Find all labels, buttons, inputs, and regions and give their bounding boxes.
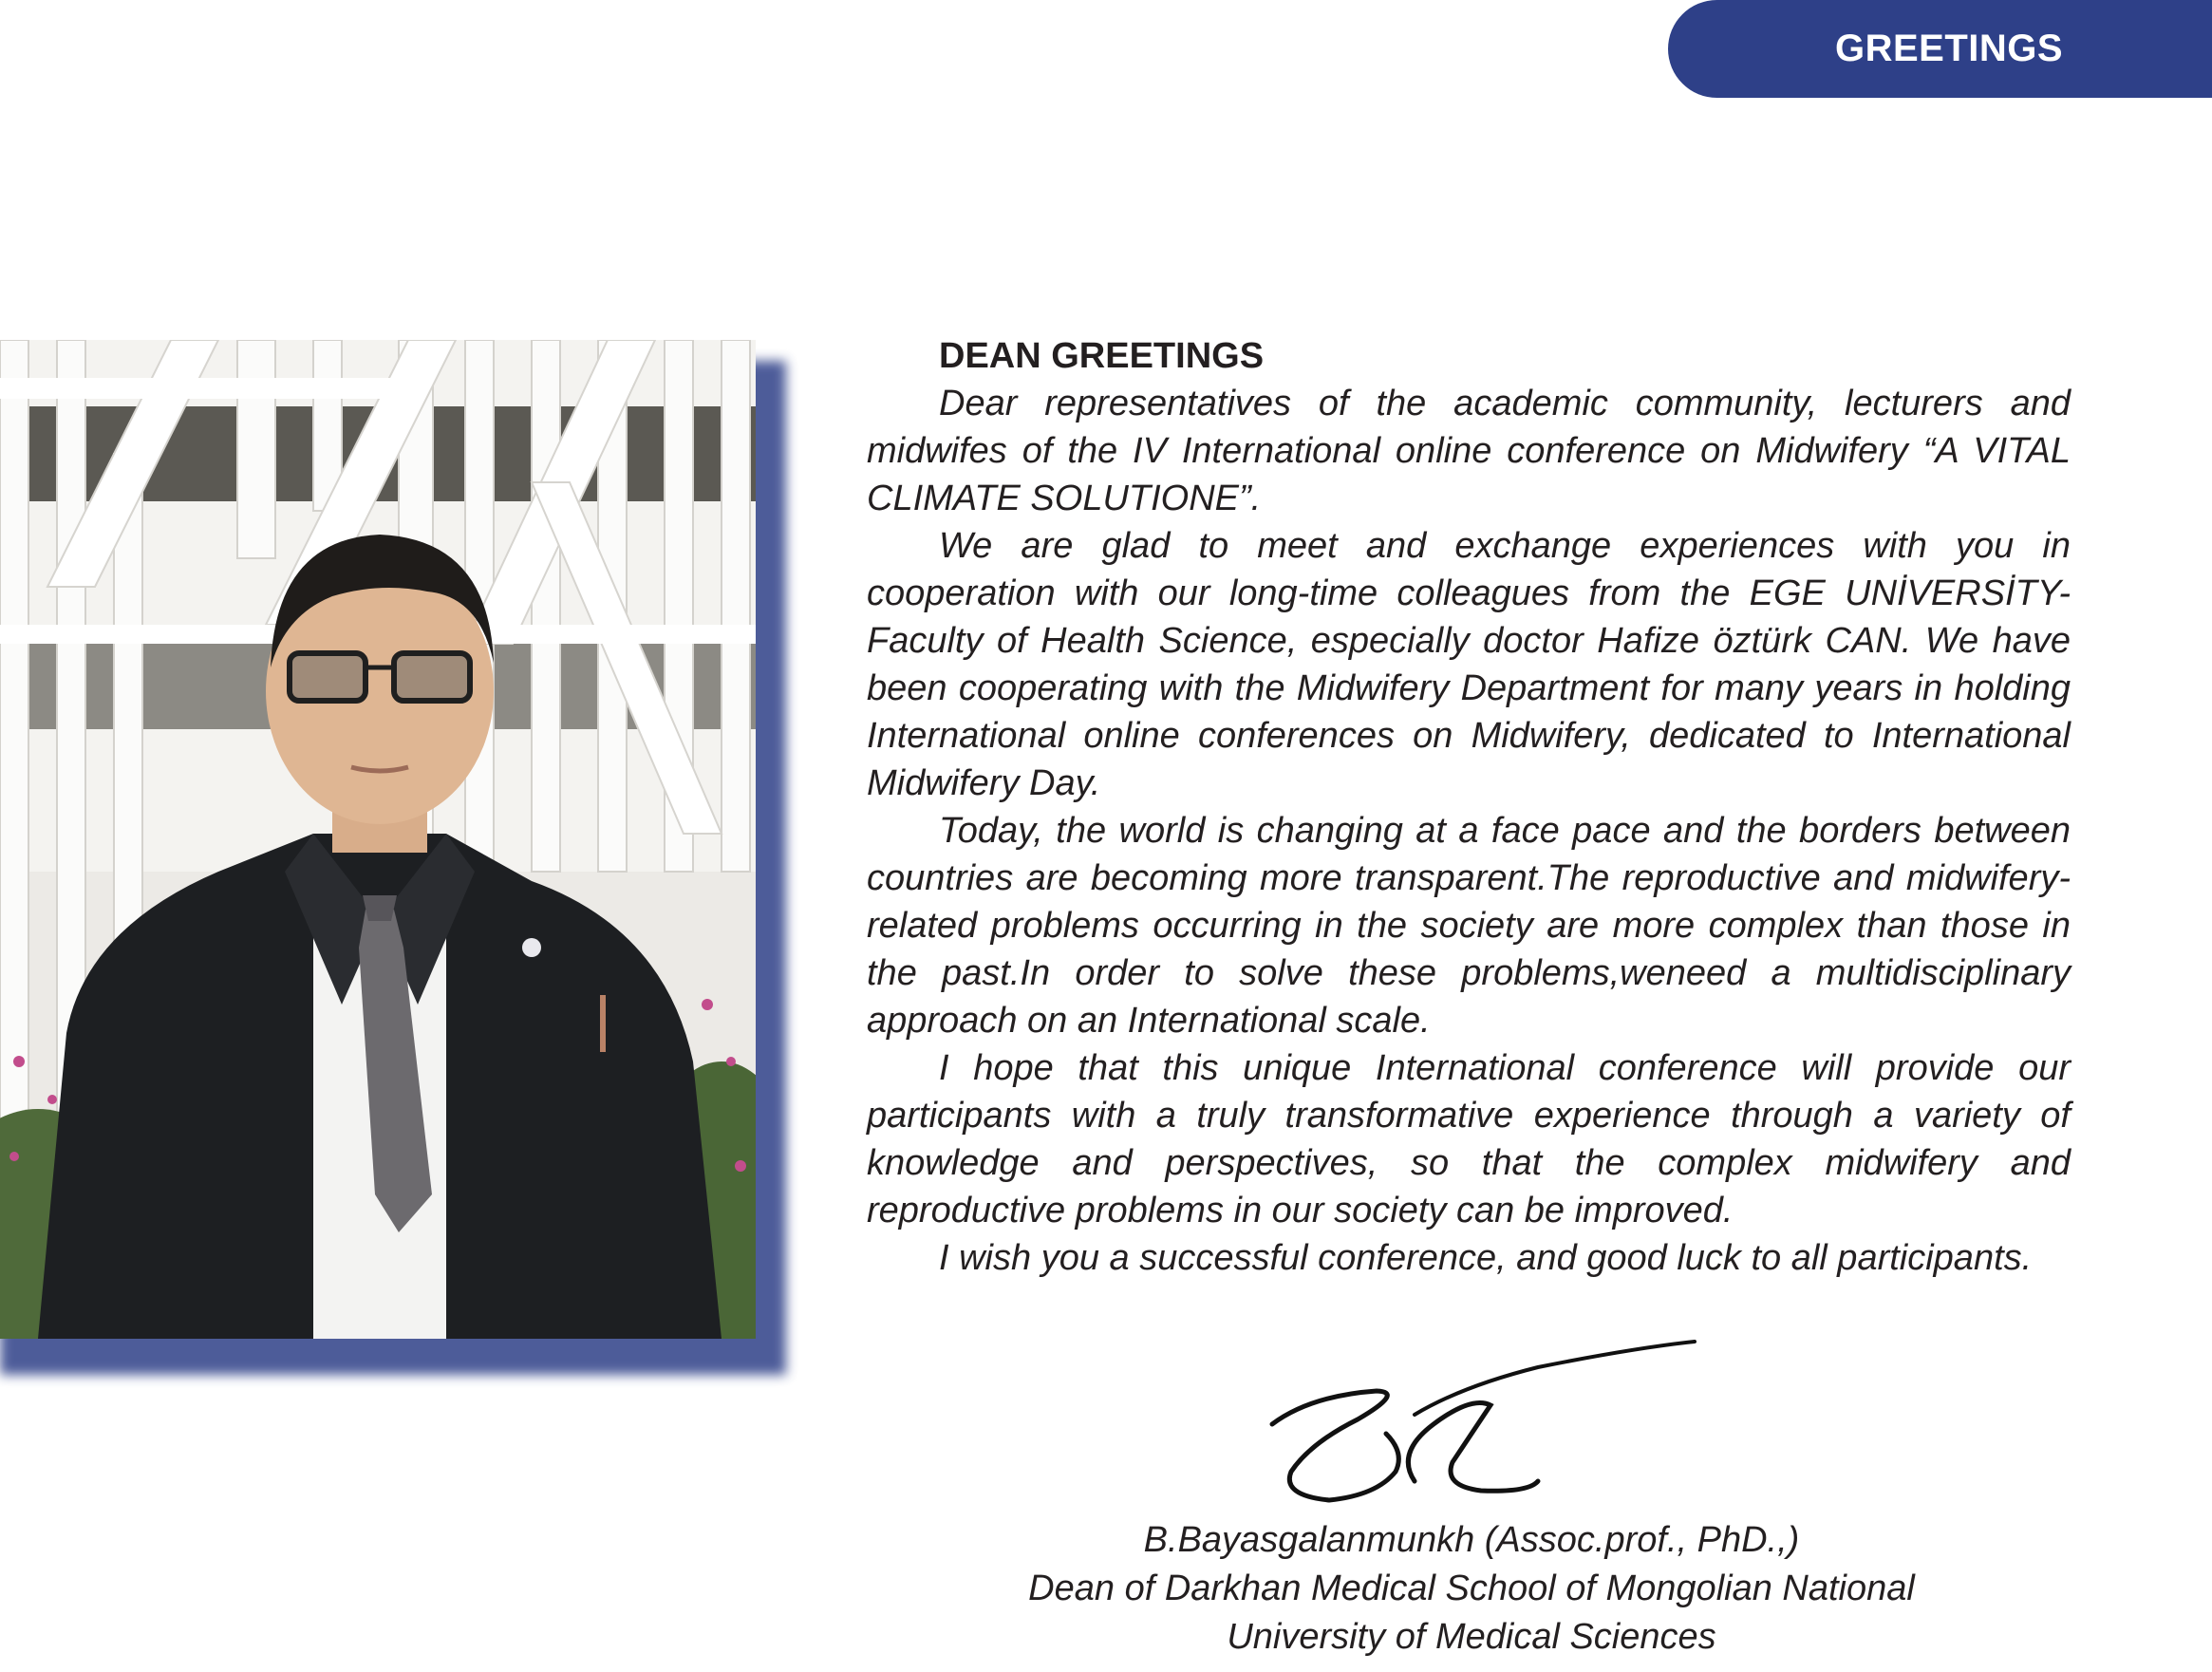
letter-paragraph: Today, the world is changing at a face pace and the borders between countries are becoming more transparent.The reproductive and midwifery-related problems occurring in the society are more complex than those in the past.In order to solve these problems,weneed a multidisciplinary approach on an International scale.: [867, 811, 2071, 1041]
letter-heading: DEAN GREETINGS: [939, 336, 1265, 376]
signatory-institution: University of Medical Sciences: [1227, 1617, 1716, 1657]
signatory-block: [949, 1516, 1994, 1662]
letter-paragraph: I hope that this unique International conference will provide our participants with a truly transformative experience through a variety of knowledge and perspectives, so that the complex midwifery and reproductive problems in our society can be improved.: [867, 1048, 2071, 1231]
section-tab-greetings: [1668, 0, 2212, 98]
letter-paragraph: We are glad to meet and exchange experiences with you in cooperation with our long-time colleagues from the EGE UNİVERSİTY- Faculty of Health Science, especially doctor Hafize öztürk CAN. We have been cooperating with the Midwifery Department for many years in holding International online conferences on Midwifery, dedicated to International Midwifery Day.: [867, 526, 2071, 803]
signatory-name: B.Bayasgalanmunkh (Assoc.prof., PhD.,): [1143, 1520, 1800, 1560]
letter-paragraph: Dear representatives of the academic community, lecturers and midwifes of the IV International online conference on Midwifery “A VITAL CLIMATE SOLUTIONE”.: [867, 384, 2071, 518]
portrait-photo-icon: [0, 340, 756, 1339]
signatory-title: Dean of Darkhan Medical School of Mongolian National: [1028, 1569, 1915, 1608]
greeting-letter: [867, 332, 2071, 1282]
letter-paragraph: I wish you a successful conference, and good luck to all participants.: [939, 1238, 2033, 1278]
dean-portrait-photo: [0, 340, 756, 1339]
section-tab-label: GREETINGS: [1835, 28, 2064, 69]
handwritten-signature: [1253, 1329, 1728, 1519]
